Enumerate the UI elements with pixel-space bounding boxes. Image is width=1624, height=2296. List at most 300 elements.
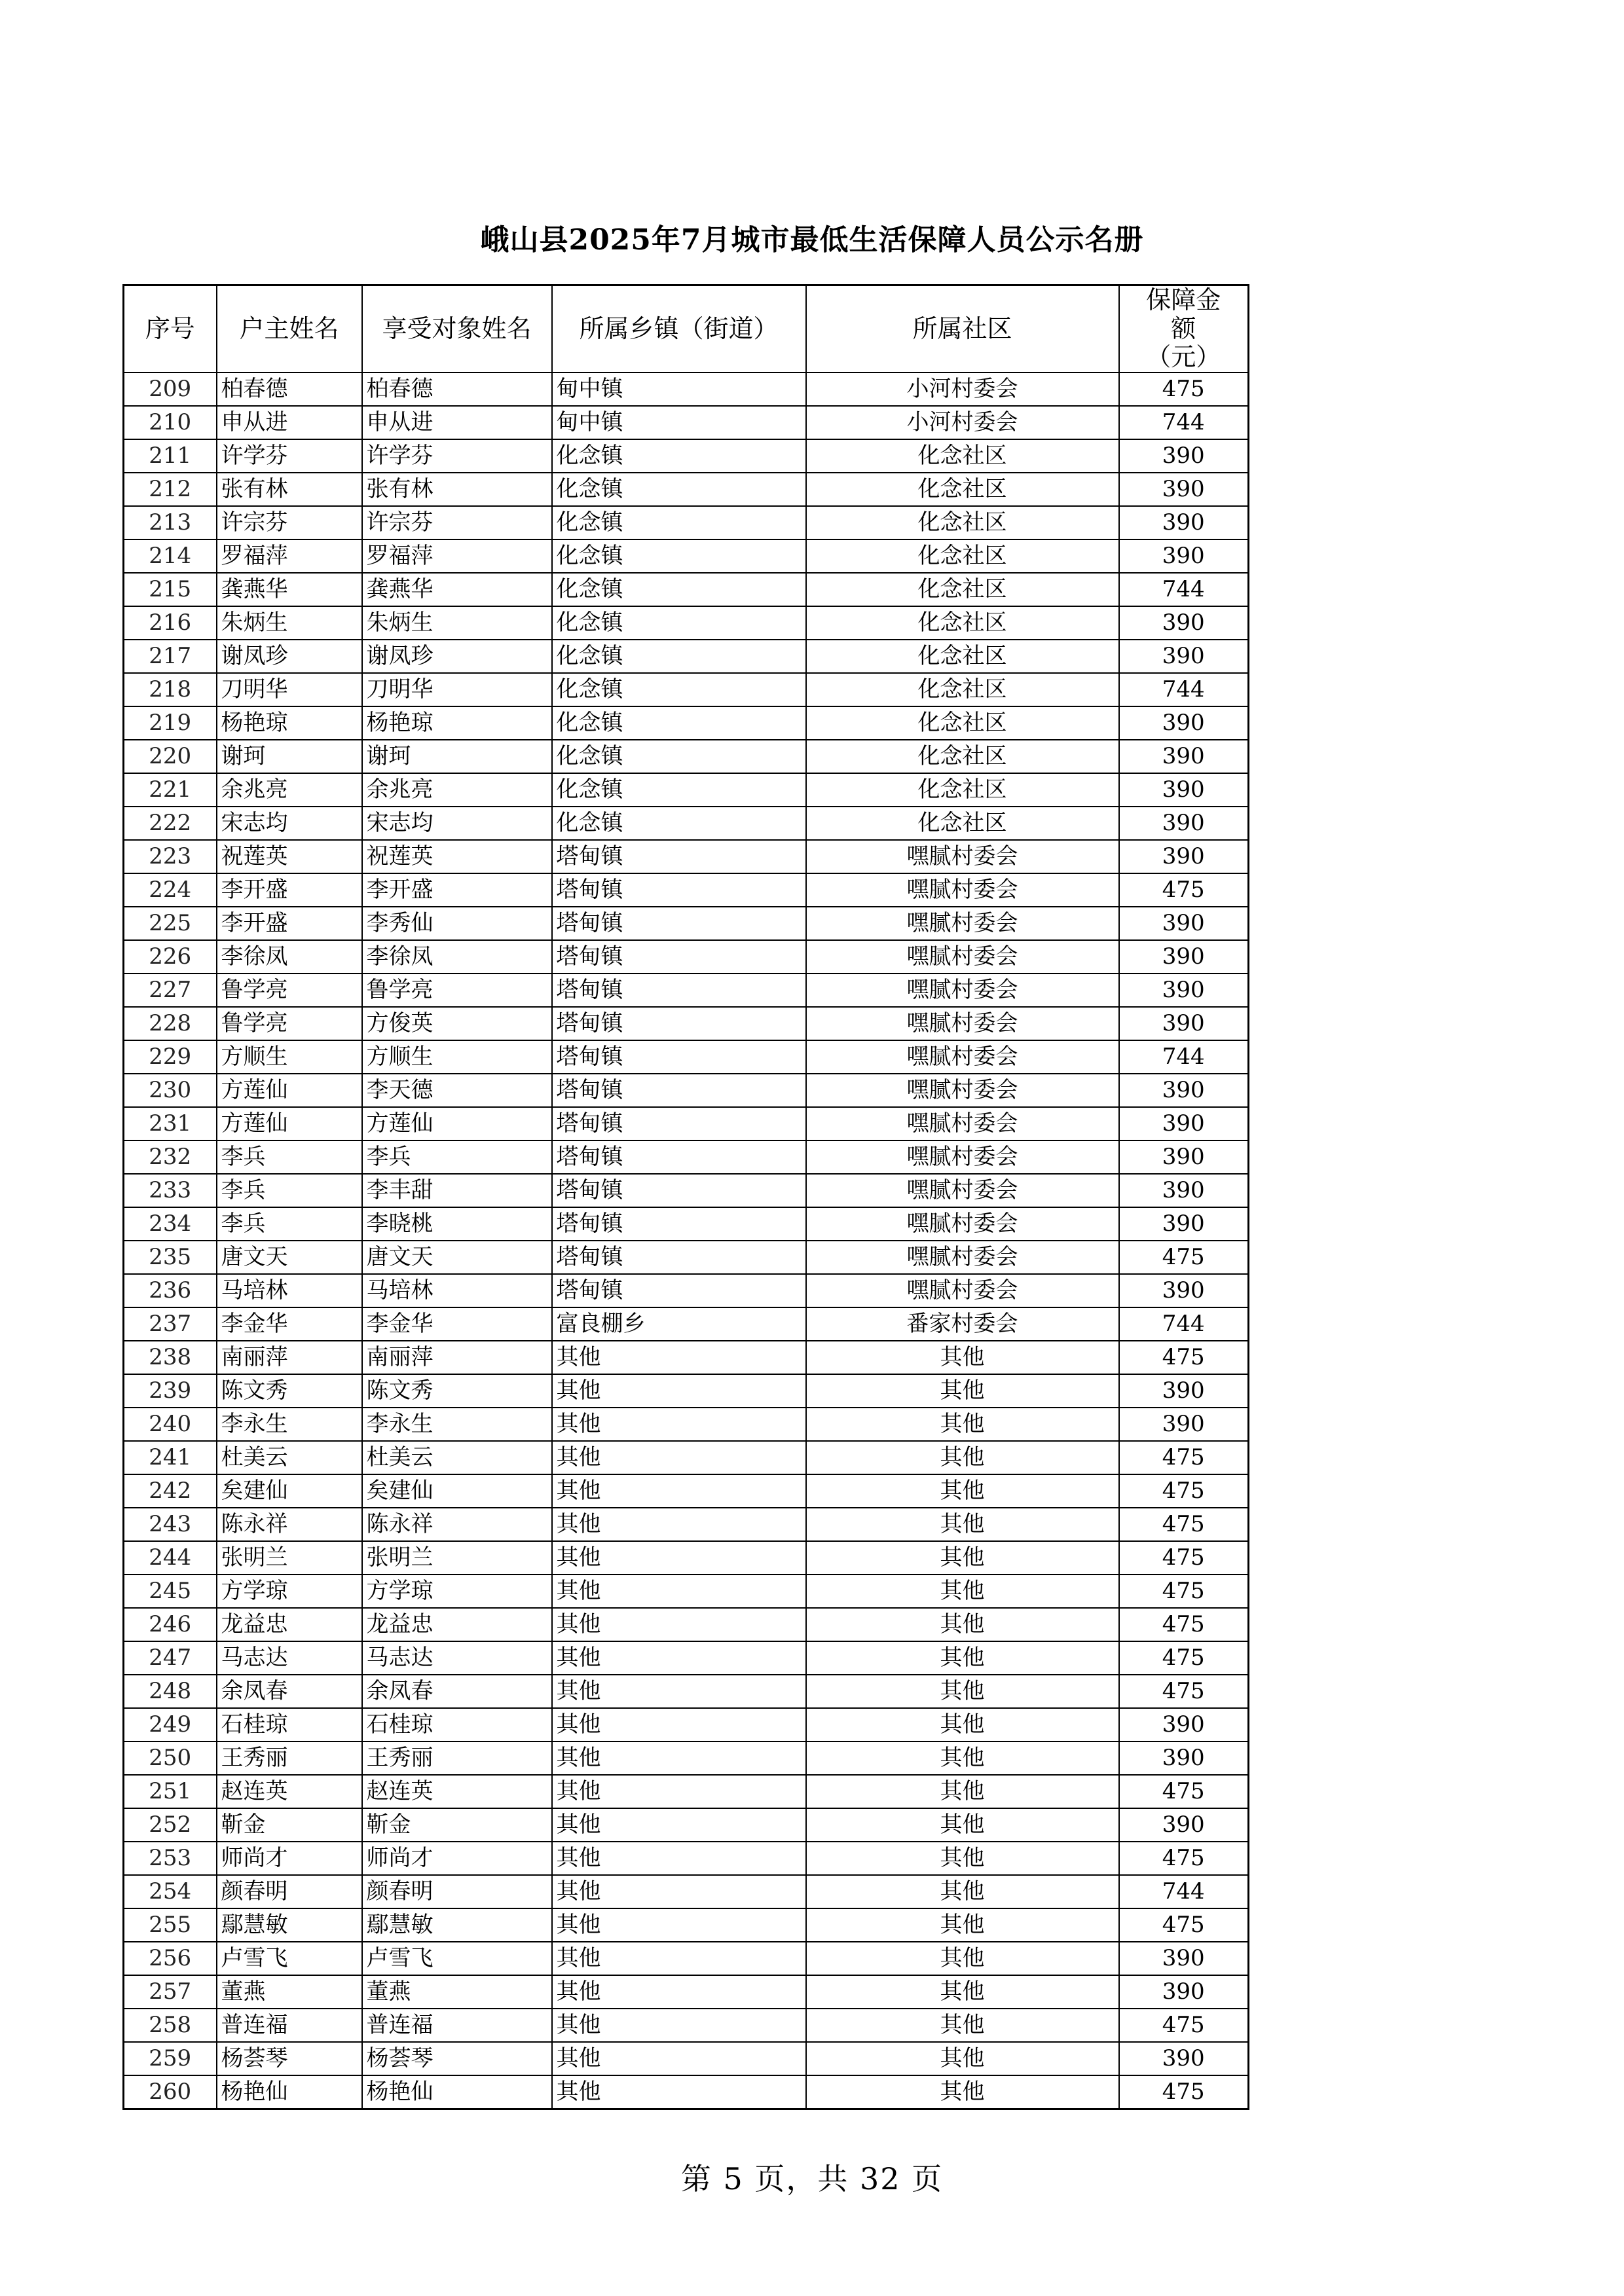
cell-no: 229 xyxy=(124,1040,217,1074)
table-row xyxy=(124,1808,1249,1842)
table-row xyxy=(124,1575,1249,1608)
cell-amount: 390 xyxy=(1119,2042,1249,2075)
cell-township: 其他 xyxy=(552,1508,806,1541)
table-row xyxy=(124,1174,1249,1207)
cell-township: 其他 xyxy=(552,1474,806,1508)
cell-household-head: 李兵 xyxy=(217,1140,362,1174)
cell-no: 223 xyxy=(124,840,217,873)
cell-township: 塔甸镇 xyxy=(552,1274,806,1307)
cell-beneficiary: 宋志均 xyxy=(362,807,552,840)
cell-township: 其他 xyxy=(552,2042,806,2075)
cell-beneficiary: 龚燕华 xyxy=(362,573,552,606)
table-row xyxy=(124,907,1249,940)
cell-beneficiary: 李晓桃 xyxy=(362,1207,552,1241)
cell-amount: 390 xyxy=(1119,1808,1249,1842)
cell-community: 其他 xyxy=(806,1608,1119,1641)
cell-household-head: 南丽萍 xyxy=(217,1341,362,1374)
cell-beneficiary: 董燕 xyxy=(362,1975,552,2009)
cell-community: 其他 xyxy=(806,1808,1119,1842)
cell-household-head: 杨荟琴 xyxy=(217,2042,362,2075)
cell-beneficiary: 靳金 xyxy=(362,1808,552,1842)
table-row xyxy=(124,1942,1249,1975)
cell-household-head: 杨艳仙 xyxy=(217,2075,362,2109)
cell-household-head: 宋志均 xyxy=(217,807,362,840)
table-row xyxy=(124,2075,1249,2109)
cell-community: 小河村委会 xyxy=(806,406,1119,439)
cell-community: 其他 xyxy=(806,1775,1119,1808)
cell-household-head: 柏春德 xyxy=(217,373,362,406)
cell-amount: 475 xyxy=(1119,1241,1249,1274)
cell-household-head: 方莲仙 xyxy=(217,1074,362,1107)
cell-township: 甸中镇 xyxy=(552,373,806,406)
cell-household-head: 李开盛 xyxy=(217,907,362,940)
cell-community: 化念社区 xyxy=(806,673,1119,706)
cell-amount: 390 xyxy=(1119,1708,1249,1741)
cell-no: 221 xyxy=(124,773,217,807)
cell-beneficiary: 石桂琼 xyxy=(362,1708,552,1741)
cell-amount: 475 xyxy=(1119,1675,1249,1708)
cell-no: 248 xyxy=(124,1675,217,1708)
cell-beneficiary: 谢珂 xyxy=(362,740,552,773)
cell-township: 塔甸镇 xyxy=(552,1107,806,1140)
cell-household-head: 赵连英 xyxy=(217,1775,362,1808)
table-row xyxy=(124,1474,1249,1508)
cell-household-head: 李兵 xyxy=(217,1207,362,1241)
cell-household-head: 颜春明 xyxy=(217,1875,362,1908)
cell-no: 215 xyxy=(124,573,217,606)
cell-household-head: 李兵 xyxy=(217,1174,362,1207)
table-row xyxy=(124,1307,1249,1341)
cell-township: 其他 xyxy=(552,1408,806,1441)
cell-community: 化念社区 xyxy=(806,506,1119,539)
table-row xyxy=(124,473,1249,506)
column-header-household-head: 户主姓名 xyxy=(217,285,362,373)
cell-amount: 390 xyxy=(1119,1374,1249,1408)
table-row xyxy=(124,1775,1249,1808)
cell-household-head: 矣建仙 xyxy=(217,1474,362,1508)
table-row xyxy=(124,506,1249,539)
table-row xyxy=(124,1675,1249,1708)
cell-amount: 744 xyxy=(1119,1307,1249,1341)
cell-amount: 390 xyxy=(1119,706,1249,740)
cell-household-head: 方学琼 xyxy=(217,1575,362,1608)
cell-amount: 390 xyxy=(1119,473,1249,506)
cell-beneficiary: 柏春德 xyxy=(362,373,552,406)
cell-household-head: 鲁学亮 xyxy=(217,1007,362,1040)
cell-beneficiary: 杨荟琴 xyxy=(362,2042,552,2075)
cell-amount: 475 xyxy=(1119,373,1249,406)
cell-amount: 390 xyxy=(1119,974,1249,1007)
cell-no: 239 xyxy=(124,1374,217,1408)
cell-township: 化念镇 xyxy=(552,439,806,473)
cell-amount: 744 xyxy=(1119,406,1249,439)
cell-no: 241 xyxy=(124,1441,217,1474)
cell-beneficiary: 马培林 xyxy=(362,1274,552,1307)
cell-amount: 390 xyxy=(1119,807,1249,840)
cell-community: 嘿腻村委会 xyxy=(806,1174,1119,1207)
cell-no: 230 xyxy=(124,1074,217,1107)
cell-amount: 390 xyxy=(1119,1274,1249,1307)
page-footer: 第 5 页，共 32 页 xyxy=(680,2161,944,2196)
cell-township: 其他 xyxy=(552,1608,806,1641)
cell-no: 227 xyxy=(124,974,217,1007)
cell-township: 其他 xyxy=(552,1808,806,1842)
cell-household-head: 张有林 xyxy=(217,473,362,506)
document-title: 峨山县2025年7月城市最低生活保障人员公示名册 xyxy=(480,223,1144,257)
cell-amount: 475 xyxy=(1119,2009,1249,2042)
column-header-beneficiary: 享受对象姓名 xyxy=(362,285,552,373)
cell-amount: 390 xyxy=(1119,1174,1249,1207)
cell-community: 嘿腻村委会 xyxy=(806,1274,1119,1307)
cell-household-head: 许宗芬 xyxy=(217,506,362,539)
cell-no: 225 xyxy=(124,907,217,940)
cell-community: 其他 xyxy=(806,1408,1119,1441)
cell-amount: 475 xyxy=(1119,1341,1249,1374)
cell-beneficiary: 方俊英 xyxy=(362,1007,552,1040)
cell-household-head: 陈永祥 xyxy=(217,1508,362,1541)
cell-community: 其他 xyxy=(806,1908,1119,1942)
table-row xyxy=(124,840,1249,873)
cell-community: 其他 xyxy=(806,1942,1119,1975)
cell-amount: 475 xyxy=(1119,1474,1249,1508)
cell-beneficiary: 余凤春 xyxy=(362,1675,552,1708)
cell-household-head: 卢雪飞 xyxy=(217,1942,362,1975)
cell-beneficiary: 张有林 xyxy=(362,473,552,506)
cell-township: 其他 xyxy=(552,1675,806,1708)
cell-beneficiary: 方莲仙 xyxy=(362,1107,552,1140)
cell-township: 化念镇 xyxy=(552,673,806,706)
cell-beneficiary: 杜美云 xyxy=(362,1441,552,1474)
cell-beneficiary: 刀明华 xyxy=(362,673,552,706)
cell-amount: 475 xyxy=(1119,1908,1249,1942)
table-row xyxy=(124,2009,1249,2042)
table-row xyxy=(124,1207,1249,1241)
cell-no: 216 xyxy=(124,606,217,640)
table-row xyxy=(124,573,1249,606)
cell-no: 228 xyxy=(124,1007,217,1040)
cell-community: 化念社区 xyxy=(806,473,1119,506)
cell-amount: 390 xyxy=(1119,1207,1249,1241)
cell-township: 化念镇 xyxy=(552,539,806,573)
cell-community: 嘿腻村委会 xyxy=(806,1040,1119,1074)
table-row xyxy=(124,1374,1249,1408)
cell-community: 其他 xyxy=(806,1975,1119,2009)
cell-amount: 390 xyxy=(1119,773,1249,807)
cell-township: 化念镇 xyxy=(552,773,806,807)
cell-no: 247 xyxy=(124,1641,217,1675)
cell-no: 242 xyxy=(124,1474,217,1508)
cell-amount: 475 xyxy=(1119,1641,1249,1675)
cell-township: 塔甸镇 xyxy=(552,1174,806,1207)
table-row xyxy=(124,1508,1249,1541)
cell-no: 254 xyxy=(124,1875,217,1908)
cell-community: 其他 xyxy=(806,1575,1119,1608)
cell-community: 其他 xyxy=(806,1675,1119,1708)
cell-no: 253 xyxy=(124,1842,217,1875)
cell-amount: 390 xyxy=(1119,539,1249,573)
cell-community: 嘿腻村委会 xyxy=(806,1007,1119,1040)
column-header-township: 所属乡镇（街道） xyxy=(552,285,806,373)
cell-no: 222 xyxy=(124,807,217,840)
table-row xyxy=(124,1842,1249,1875)
cell-household-head: 李永生 xyxy=(217,1408,362,1441)
cell-community: 其他 xyxy=(806,1641,1119,1675)
table-row xyxy=(124,1975,1249,2009)
cell-township: 其他 xyxy=(552,1641,806,1675)
cell-amount: 390 xyxy=(1119,1140,1249,1174)
cell-no: 259 xyxy=(124,2042,217,2075)
cell-household-head: 马志达 xyxy=(217,1641,362,1675)
cell-no: 233 xyxy=(124,1174,217,1207)
cell-township: 塔甸镇 xyxy=(552,940,806,974)
table-row xyxy=(124,1875,1249,1908)
cell-community: 嘿腻村委会 xyxy=(806,1241,1119,1274)
cell-community: 嘿腻村委会 xyxy=(806,840,1119,873)
cell-no: 213 xyxy=(124,506,217,539)
cell-amount: 390 xyxy=(1119,606,1249,640)
cell-beneficiary: 赵连英 xyxy=(362,1775,552,1808)
cell-amount: 390 xyxy=(1119,640,1249,673)
cell-household-head: 李开盛 xyxy=(217,873,362,907)
table-row xyxy=(124,1741,1249,1775)
cell-amount: 475 xyxy=(1119,1775,1249,1808)
cell-no: 219 xyxy=(124,706,217,740)
cell-beneficiary: 祝莲英 xyxy=(362,840,552,873)
cell-beneficiary: 许学芬 xyxy=(362,439,552,473)
cell-beneficiary: 陈永祥 xyxy=(362,1508,552,1541)
cell-community: 其他 xyxy=(806,2042,1119,2075)
cell-household-head: 张明兰 xyxy=(217,1541,362,1575)
cell-township: 化念镇 xyxy=(552,506,806,539)
cell-household-head: 鄢慧敏 xyxy=(217,1908,362,1942)
cell-household-head: 鲁学亮 xyxy=(217,974,362,1007)
cell-community: 嘿腻村委会 xyxy=(806,1140,1119,1174)
cell-no: 237 xyxy=(124,1307,217,1341)
cell-beneficiary: 龙益忠 xyxy=(362,1608,552,1641)
cell-township: 塔甸镇 xyxy=(552,1007,806,1040)
cell-no: 235 xyxy=(124,1241,217,1274)
cell-household-head: 朱炳生 xyxy=(217,606,362,640)
cell-beneficiary: 矣建仙 xyxy=(362,1474,552,1508)
cell-no: 217 xyxy=(124,640,217,673)
cell-amount: 390 xyxy=(1119,1074,1249,1107)
cell-community: 其他 xyxy=(806,1441,1119,1474)
cell-township: 塔甸镇 xyxy=(552,907,806,940)
cell-no: 243 xyxy=(124,1508,217,1541)
cell-community: 化念社区 xyxy=(806,706,1119,740)
cell-township: 化念镇 xyxy=(552,740,806,773)
cell-amount: 475 xyxy=(1119,1608,1249,1641)
cell-community: 化念社区 xyxy=(806,439,1119,473)
cell-no: 257 xyxy=(124,1975,217,2009)
cell-amount: 475 xyxy=(1119,1541,1249,1575)
table-row xyxy=(124,1908,1249,1942)
cell-beneficiary: 余兆亮 xyxy=(362,773,552,807)
cell-beneficiary: 杨艳琼 xyxy=(362,706,552,740)
cell-household-head: 陈文秀 xyxy=(217,1374,362,1408)
table-row xyxy=(124,1074,1249,1107)
cell-township: 其他 xyxy=(552,1341,806,1374)
cell-no: 224 xyxy=(124,873,217,907)
cell-no: 256 xyxy=(124,1942,217,1975)
cell-beneficiary: 南丽萍 xyxy=(362,1341,552,1374)
cell-amount: 390 xyxy=(1119,907,1249,940)
table-row xyxy=(124,740,1249,773)
cell-community: 化念社区 xyxy=(806,640,1119,673)
cell-township: 其他 xyxy=(552,2009,806,2042)
cell-beneficiary: 方学琼 xyxy=(362,1575,552,1608)
table-row xyxy=(124,1007,1249,1040)
table-row xyxy=(124,1541,1249,1575)
cell-community: 化念社区 xyxy=(806,606,1119,640)
cell-beneficiary: 李徐凤 xyxy=(362,940,552,974)
cell-township: 其他 xyxy=(552,1975,806,2009)
cell-township: 塔甸镇 xyxy=(552,1207,806,1241)
cell-amount: 390 xyxy=(1119,1942,1249,1975)
cell-no: 244 xyxy=(124,1541,217,1575)
cell-community: 嘿腻村委会 xyxy=(806,1207,1119,1241)
cell-household-head: 李徐凤 xyxy=(217,940,362,974)
cell-township: 塔甸镇 xyxy=(552,974,806,1007)
cell-township: 化念镇 xyxy=(552,640,806,673)
cell-household-head: 靳金 xyxy=(217,1808,362,1842)
table-row xyxy=(124,1040,1249,1074)
cell-no: 209 xyxy=(124,373,217,406)
cell-township: 塔甸镇 xyxy=(552,840,806,873)
cell-township: 化念镇 xyxy=(552,473,806,506)
cell-beneficiary: 李金华 xyxy=(362,1307,552,1341)
cell-no: 212 xyxy=(124,473,217,506)
cell-township: 其他 xyxy=(552,1741,806,1775)
cell-community: 化念社区 xyxy=(806,773,1119,807)
cell-community: 其他 xyxy=(806,1474,1119,1508)
cell-no: 255 xyxy=(124,1908,217,1942)
cell-community: 嘿腻村委会 xyxy=(806,974,1119,1007)
cell-township: 其他 xyxy=(552,1875,806,1908)
cell-amount: 475 xyxy=(1119,873,1249,907)
cell-township: 其他 xyxy=(552,2075,806,2109)
table-row xyxy=(124,1408,1249,1441)
table-row xyxy=(124,640,1249,673)
cell-beneficiary: 普连福 xyxy=(362,2009,552,2042)
cell-community: 化念社区 xyxy=(806,573,1119,606)
table-row xyxy=(124,2042,1249,2075)
cell-no: 220 xyxy=(124,740,217,773)
table-row xyxy=(124,373,1249,406)
cell-household-head: 石桂琼 xyxy=(217,1708,362,1741)
cell-household-head: 普连福 xyxy=(217,2009,362,2042)
cell-household-head: 杨艳琼 xyxy=(217,706,362,740)
cell-no: 214 xyxy=(124,539,217,573)
column-header-amount: 保障金额（元） xyxy=(1119,285,1249,373)
cell-beneficiary: 卢雪飞 xyxy=(362,1942,552,1975)
table-row xyxy=(124,1608,1249,1641)
cell-township: 化念镇 xyxy=(552,807,806,840)
cell-household-head: 刀明华 xyxy=(217,673,362,706)
cell-no: 218 xyxy=(124,673,217,706)
cell-township: 其他 xyxy=(552,1842,806,1875)
cell-beneficiary: 陈文秀 xyxy=(362,1374,552,1408)
table-row xyxy=(124,539,1249,573)
cell-township: 塔甸镇 xyxy=(552,1241,806,1274)
cell-beneficiary: 李开盛 xyxy=(362,873,552,907)
cell-township: 其他 xyxy=(552,1575,806,1608)
cell-township: 塔甸镇 xyxy=(552,1074,806,1107)
cell-township: 塔甸镇 xyxy=(552,873,806,907)
cell-amount: 475 xyxy=(1119,2075,1249,2109)
cell-amount: 744 xyxy=(1119,673,1249,706)
cell-amount: 475 xyxy=(1119,1508,1249,1541)
cell-community: 其他 xyxy=(806,1708,1119,1741)
cell-community: 化念社区 xyxy=(806,740,1119,773)
cell-amount: 390 xyxy=(1119,1975,1249,2009)
cell-household-head: 方莲仙 xyxy=(217,1107,362,1140)
cell-household-head: 龙益忠 xyxy=(217,1608,362,1641)
cell-amount: 744 xyxy=(1119,1040,1249,1074)
cell-township: 塔甸镇 xyxy=(552,1040,806,1074)
cell-no: 251 xyxy=(124,1775,217,1808)
cell-no: 252 xyxy=(124,1808,217,1842)
table-row xyxy=(124,1341,1249,1374)
cell-household-head: 罗福萍 xyxy=(217,539,362,573)
cell-beneficiary: 李秀仙 xyxy=(362,907,552,940)
cell-township: 化念镇 xyxy=(552,606,806,640)
cell-no: 211 xyxy=(124,439,217,473)
table-row xyxy=(124,940,1249,974)
cell-community: 化念社区 xyxy=(806,539,1119,573)
cell-household-head: 龚燕华 xyxy=(217,573,362,606)
cell-household-head: 许学芬 xyxy=(217,439,362,473)
table-header-row xyxy=(124,285,1249,373)
cell-township: 其他 xyxy=(552,1908,806,1942)
cell-township: 其他 xyxy=(552,1541,806,1575)
table-body xyxy=(124,373,1249,2109)
cell-beneficiary: 颜春明 xyxy=(362,1875,552,1908)
cell-beneficiary: 李兵 xyxy=(362,1140,552,1174)
cell-township: 其他 xyxy=(552,1775,806,1808)
cell-community: 嘿腻村委会 xyxy=(806,1107,1119,1140)
cell-amount: 390 xyxy=(1119,506,1249,539)
cell-community: 其他 xyxy=(806,1341,1119,1374)
table-row xyxy=(124,1441,1249,1474)
cell-community: 嘿腻村委会 xyxy=(806,940,1119,974)
cell-community: 其他 xyxy=(806,1842,1119,1875)
cell-household-head: 马培林 xyxy=(217,1274,362,1307)
cell-household-head: 师尚才 xyxy=(217,1842,362,1875)
cell-beneficiary: 李丰甜 xyxy=(362,1174,552,1207)
column-header-no: 序号 xyxy=(124,285,217,373)
cell-township: 其他 xyxy=(552,1374,806,1408)
cell-beneficiary: 申从进 xyxy=(362,406,552,439)
cell-community: 其他 xyxy=(806,1508,1119,1541)
table-row xyxy=(124,706,1249,740)
cell-township: 化念镇 xyxy=(552,706,806,740)
cell-amount: 390 xyxy=(1119,439,1249,473)
cell-community: 化念社区 xyxy=(806,807,1119,840)
cell-community: 其他 xyxy=(806,1741,1119,1775)
cell-household-head: 王秀丽 xyxy=(217,1741,362,1775)
table-row xyxy=(124,606,1249,640)
cell-community: 其他 xyxy=(806,1374,1119,1408)
cell-no: 246 xyxy=(124,1608,217,1641)
cell-household-head: 唐文天 xyxy=(217,1241,362,1274)
cell-no: 250 xyxy=(124,1741,217,1775)
cell-no: 236 xyxy=(124,1274,217,1307)
table-row xyxy=(124,873,1249,907)
cell-township: 富良棚乡 xyxy=(552,1307,806,1341)
cell-household-head: 谢凤珍 xyxy=(217,640,362,673)
table-row xyxy=(124,1107,1249,1140)
